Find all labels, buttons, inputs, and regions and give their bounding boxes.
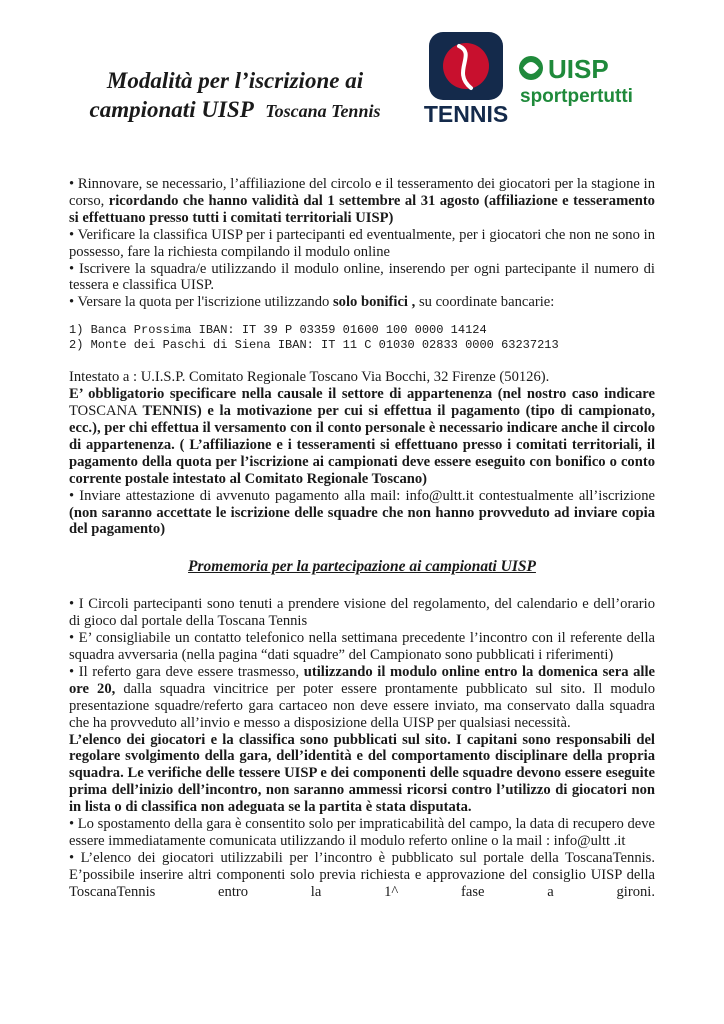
title-line-2-small: Toscana Tennis (265, 101, 381, 121)
tennis-logo-text: TENNIS (423, 101, 509, 127)
bank-line-2: 2) Monte dei Paschi di Siena IBAN: IT 11 C 01030 02833 0000 63237213 (69, 338, 559, 353)
title-line-1: Modalità per l’iscrizione ai (106, 68, 364, 93)
document-body (69, 176, 655, 901)
tennis-logo-icon (423, 32, 509, 127)
section-heading-promemoria: Promemoria per la partecipazione ai campionati UISP (188, 558, 536, 576)
bullet-verificare: • Verificare la classifica UISP per i partecipanti ed eventualmente, per i giocatori che non ne sono in possesso, fare la richiesta compilando il modulo online (69, 226, 655, 260)
bullet-inviare: • Inviare attestazione di avvenuto pagamento alla mail: info@ultt.it contestualmente all’iscrizione (non saranno accettate le iscrizione delle squadre che non hanno provveduto ad inviare copia del pagamento) (69, 487, 655, 538)
title-line-2 (60, 95, 410, 126)
paragraph-elenco-capitani: L’elenco dei giocatori e la classifica sono pubblicati sul sito. I capitani sono responsabili del regolare svolgimento della gara, dell’identità e del comportamento disciplinare della propria squadra. Le verifiche delle tessere UISP e dei componenti delle squadre devono essere eseguite prima dell’inizio dell’incontro, non saranno ammessi ricorsi contro l’utilizzo di giocatori non in lista o di classifica non adeguata se la partita è stata disputata. (69, 731, 655, 816)
bullet-elenco-giocatori: • L’elenco dei giocatori utilizzabili per l’incontro è pubblicato sul portale della ToscanaTennis. E’possibile inserire altri componenti solo previa richiesta e approvazione del consiglio UISP della ToscanaTennis entro la 1^ fase a gironi. (69, 849, 655, 900)
bullet-contatto: • E’ consigliabile un contatto telefonico nella settimana precedente l’incontro con il referente della squadra avversaria (nella pagina “dati squadre” del Campionato sono pubblicati i riferimenti) (69, 630, 655, 664)
title-line-2-main: campionati UISP (89, 97, 254, 122)
bank-line-1: 1) Banca Prossima IBAN: IT 39 P 03359 01600 100 0000 14124 (69, 323, 487, 338)
bullet-iscrivere: • Iscrivere la squadra/e utilizzando il modulo online, inserendo per ogni partecipante il numero di tessera e classifica UISP. (69, 260, 655, 294)
uisp-logo-icon (518, 52, 636, 108)
bullet-versare: • Versare la quota per l'iscrizione utilizzando solo bonifici , su coordinate bancarie: (69, 294, 555, 311)
uisp-logo-sub: sportpertutti (520, 86, 633, 107)
document-title (60, 66, 410, 126)
causale-obbligatoria: E’ obbligatorio specificare nella causale il settore di appartenenza (nel nostro caso indicare TOSCANA TENNIS) e la motivazione per cui si effettua il pagamento (tipo di campionato, ecc.), per chi effettua il versamento con il conto personale è necessario indicare anche il circolo di appartenenza. ( L’affiliazione e i tesseramenti si effettuano presso i comitati territoriali, il pagamento della quota per l’iscrizione ai campionati deve essere eseguito con bonifico o conto corrente postale intestato al Comitato Regionale Toscano) (69, 386, 655, 487)
uisp-logo-text: UISP (548, 54, 609, 84)
bullet-rinnovare: • Rinnovare, se necessario, l’affiliazione del circolo e il tesseramento dei giocatori per la stagione in corso, ricordando che hanno validità dal 1 settembre al 31 agosto (affiliazione e tesseramento si effettuano presso tutti i comitati territoriali UISP) (69, 176, 655, 226)
bullet-circoli: • I Circoli partecipanti sono tenuti a prendere visione del regolamento, del calendario e dell’orario di gioco dal portale della Toscana Tennis (69, 596, 655, 630)
intestatario: Intestato a : U.I.S.P. Comitato Regionale Toscano Via Bocchi, 32 Firenze (50126). (69, 369, 550, 386)
bullet-referto: • Il referto gara deve essere trasmesso, utilizzando il modulo online entro la domenica sera alle ore 20, dalla squadra vincitrice per poter essere prontamente pubblicato sul sito. Il modulo presentazione squadre/referto gara cartaceo non deve essere inviato, ma conservato dalla squadra che ha provveduto all’invio e messo a disposizione della UISP per qualsiasi necessità. (69, 663, 655, 731)
bullet-spostamento: • Lo spostamento della gara è consentito solo per impraticabilità del campo, la data di recupero deve essere immediatamente comunicata utilizzando il modulo referto online o la mail : info@ultt .it (69, 816, 655, 849)
